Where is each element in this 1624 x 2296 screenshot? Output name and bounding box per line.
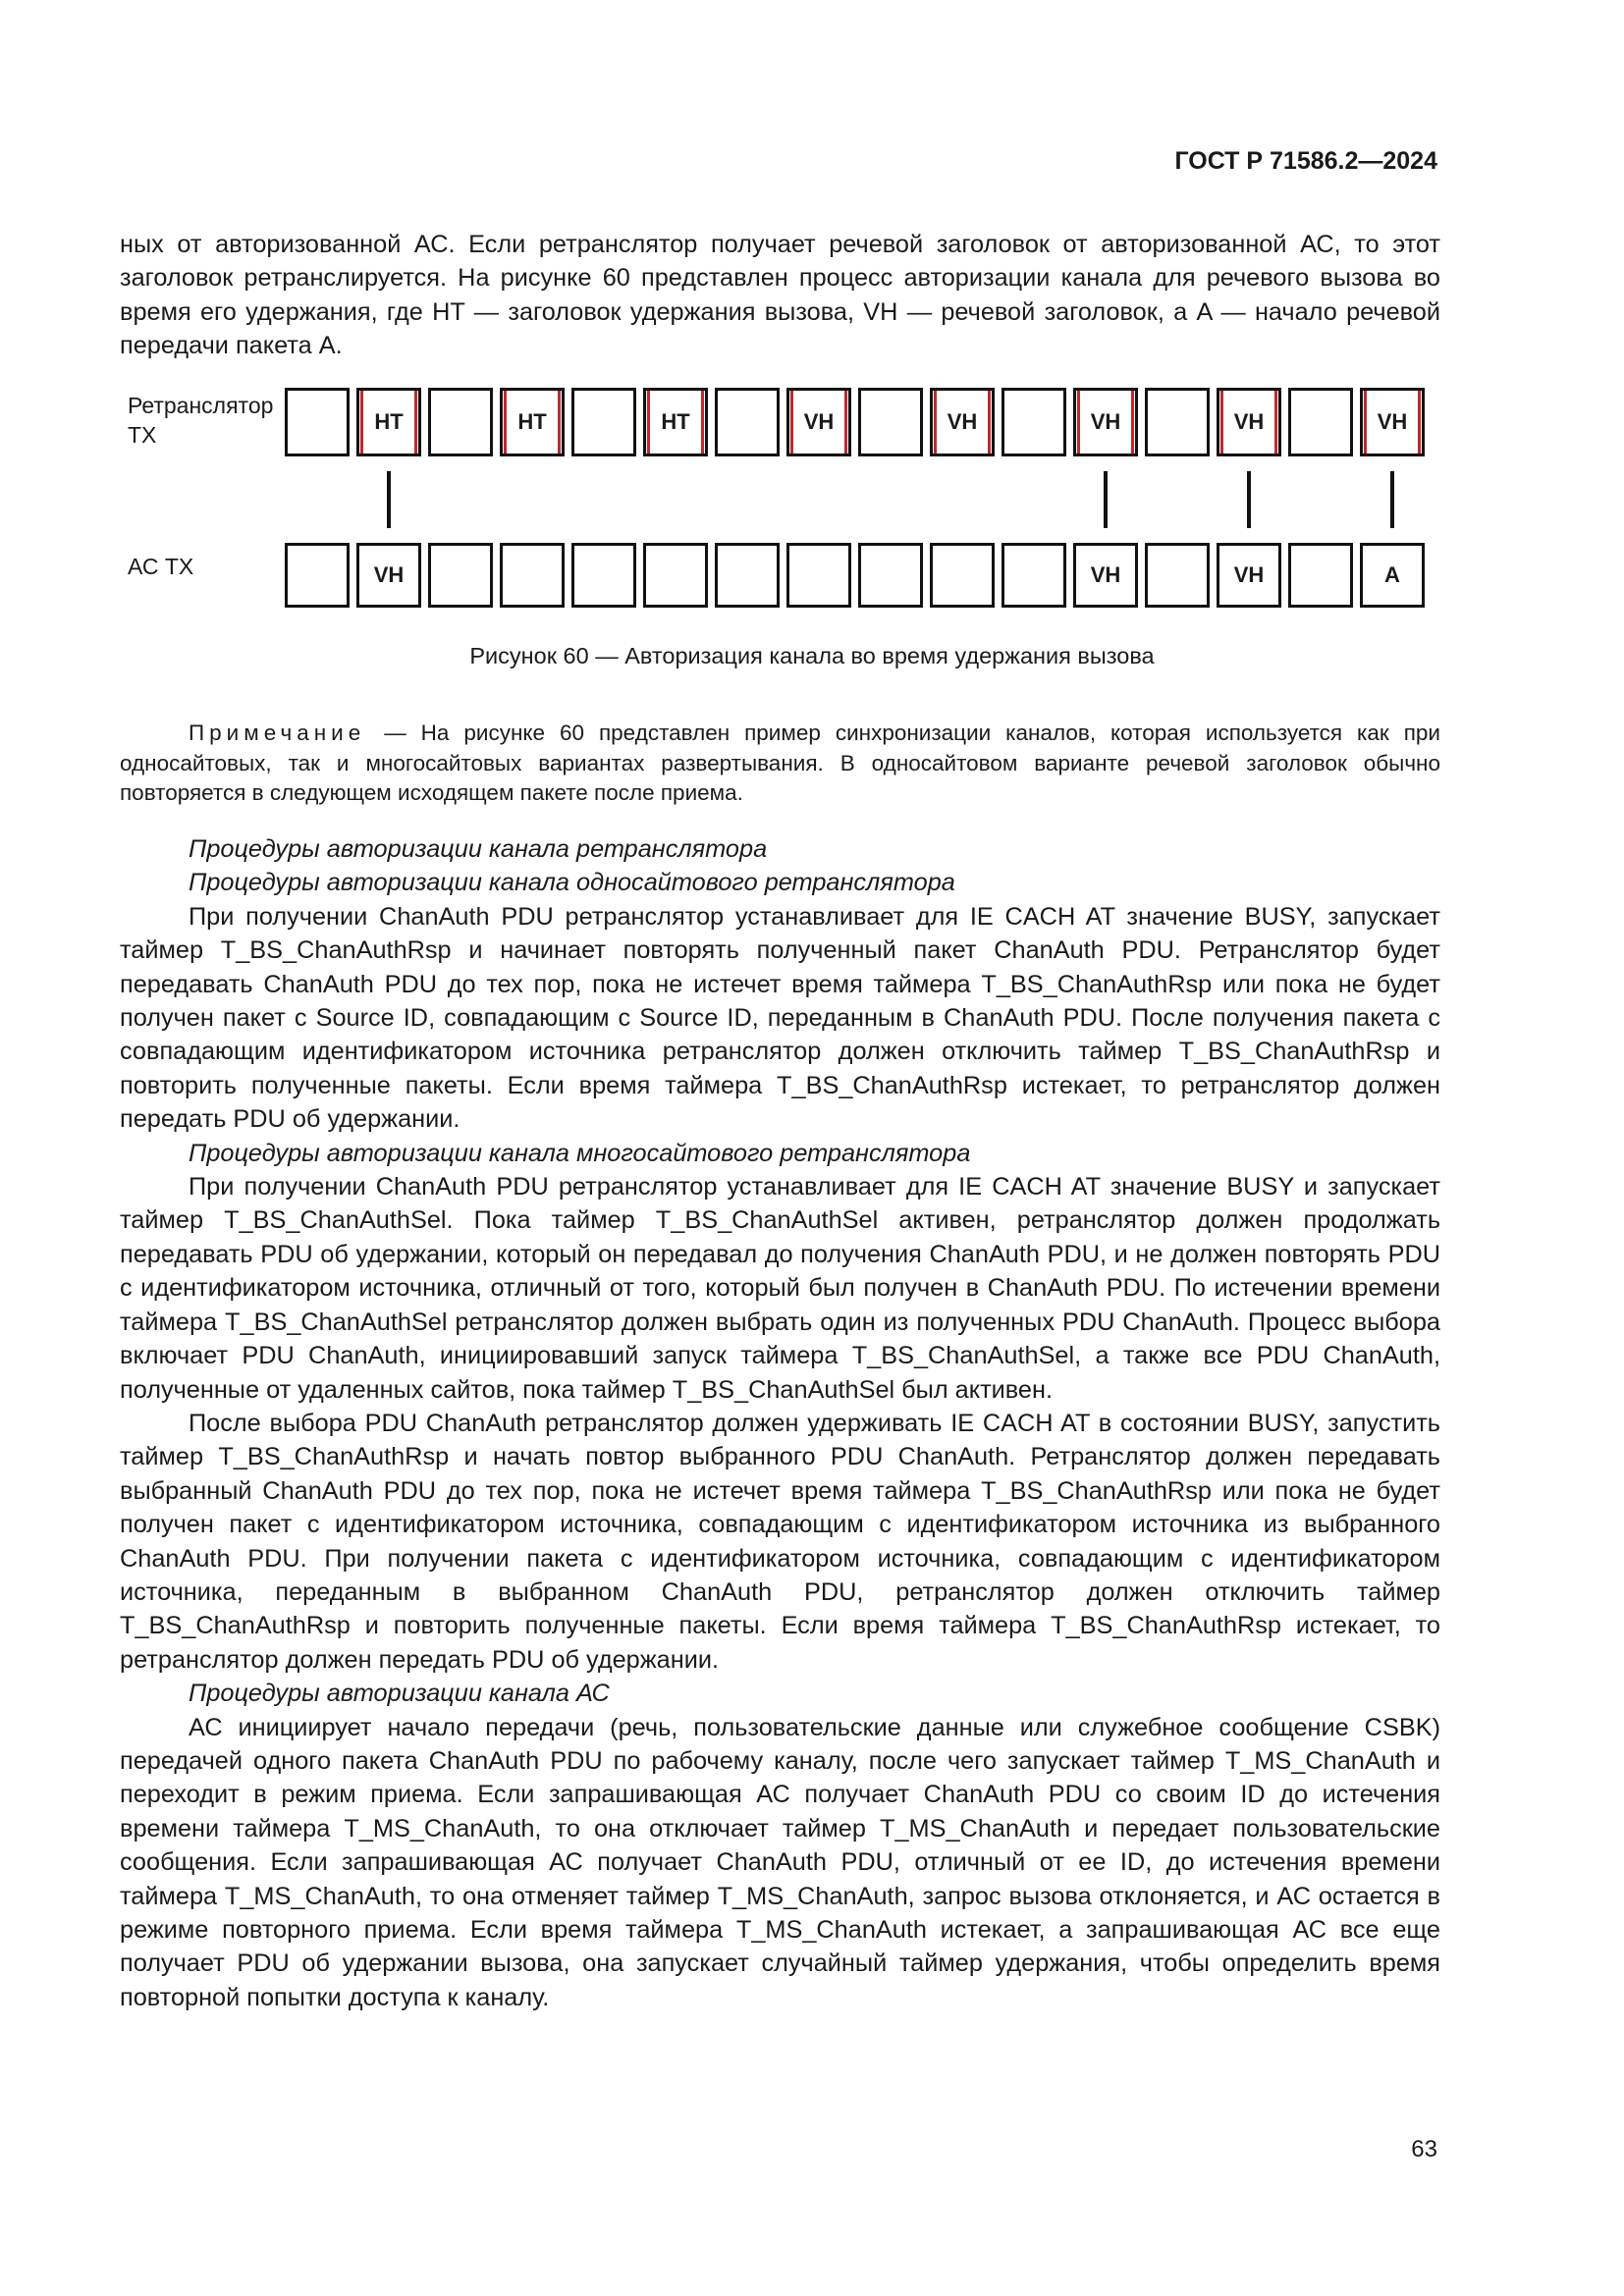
repeater-slot <box>285 388 350 456</box>
repeater-slot-edge <box>414 391 417 454</box>
paragraph-ms-procedures: АС инициирует начало передачи (речь, пользовательские данные или служебное сообщение CSBK) передачей одного пакета ChanAuth PDU по рабочему каналу, после чего запускает таймер T_MS_ChanAuth и переходит в режим приема. Если запрашивающая АС получает ChanAuth PDU со своим ID до истечения времени таймера T_MS_ChanAuth, то она отключает таймер T_MS_ChanAuth и передает пользовательские сообщения. Если запрашивающая АС получает ChanAuth PDU, отличный от ее ID, до истечения времени таймера T_MS_ChanAuth, то она отменяет таймер T_MS_ChanAuth, запрос вызова отклоняется, и АС остается в режиме повторного приема. Если время таймера T_MS_ChanAuth истекает, а запрашивающая АС все еще получает PDU об удержании вызова, она запускает случайный таймер удержания, чтобы определить время повторной попытки доступа к каналу. <box>120 1713 1440 2011</box>
repeater-slot-edge <box>844 391 847 454</box>
repeater-slot-edge <box>1220 391 1223 454</box>
page-number: 63 <box>1411 2136 1437 2163</box>
sync-line <box>387 471 391 528</box>
heading-multi-site: Процедуры авторизации канала многосайтового ретранслятора <box>189 1139 971 1167</box>
repeater-slot-edge <box>504 391 507 454</box>
repeater-slot-edge <box>647 391 650 454</box>
ms-slot <box>500 543 565 608</box>
ms-slot <box>715 543 780 608</box>
repeater-slot-edge <box>1131 391 1134 454</box>
ms-slot <box>930 543 995 608</box>
repeater-slot-edge <box>988 391 991 454</box>
paragraph-after-selection: После выбора PDU ChanAuth ретранслятор должен удерживать IE CACH AT в состоянии BUSY, запустить таймер T_BS_ChanAuthRsp и начать повтор выбранного PDU ChanAuth. Ретранслятор должен передавать выбранный ChanAuth PDU до тех пор, пока не истечет время таймера T_BS_ChanAuthRsp или пока не будет получен пакет с идентификатором источника, совпадающим с идентификатором источника из выбранного ChanAuth PDU. При получении пакета с идентификатором источника, совпадающим с идентификатором источника, переданным в выбранном ChanAuth PDU, ретранслятор должен отключить таймер T_BS_ChanAuthRsp и повторить полученные пакеты. Если время таймера T_BS_ChanAuthRsp истекает, то ретранслятор должен передать PDU об удержании. <box>120 1409 1440 1674</box>
row-label-repeater: Ретранслятор TX <box>128 393 274 448</box>
intro-text <box>120 228 1440 363</box>
repeater-slot: VH <box>786 388 851 456</box>
ms-slot <box>285 543 350 608</box>
repeater-slot-edge <box>934 391 937 454</box>
note-label: Примечание <box>189 721 366 745</box>
ms-slot: VH <box>1073 543 1138 608</box>
repeater-slot-edge <box>1077 391 1080 454</box>
repeater-slot: HT <box>356 388 421 456</box>
figure-60-diagram <box>120 383 1440 618</box>
repeater-slot: VH <box>1360 388 1425 456</box>
repeater-slot <box>571 388 636 456</box>
heading-repeater-procedures: Процедуры авторизации канала ретранслятора <box>189 835 768 863</box>
repeater-slot <box>428 388 493 456</box>
note-text: — На рисунке 60 представлен пример синхронизации каналов, которая используется как при односайтовых, так и многосайтовых вариантах развертывания. В односайтовом варианте речевой заголовок обычно повторяется в следующем исходящем пакете после приема. <box>120 721 1440 805</box>
body-text <box>120 832 1440 2014</box>
repeater-slot-edge <box>1364 391 1367 454</box>
repeater-slot: HT <box>643 388 708 456</box>
paragraph-multi-site: При получении ChanAuth PDU ретранслятор устанавливает для IE CACH AT значение BUSY и запускает таймер T_BS_ChanAuthSel. Пока таймер T_BS_ChanAuthSel активен, ретранслятор должен продолжать передавать PDU об удержании, который он передавал до получения ChanAuth PDU, и не должен повторять PDU с идентификатором источника, отличный от того, который был получен в ChanAuth PDU. По истечении времени таймера T_BS_ChanAuthSel ретранслятор должен выбрать один из полученных PDU ChanAuth. Процесс выбора включает PDU ChanAuth, инициировавший запуск таймера T_BS_ChanAuthSel, а также все PDU ChanAuth, полученные от удаленных сайтов, пока таймер T_BS_ChanAuthSel был активен. <box>120 1173 1440 1404</box>
figure-caption: Рисунок 60 — Авторизация канала во время удержания вызова <box>469 643 1155 668</box>
ms-slot <box>643 543 708 608</box>
ms-slot: VH <box>1217 543 1281 608</box>
ms-slot <box>1145 543 1210 608</box>
repeater-slot-edge <box>701 391 704 454</box>
sync-line <box>1247 471 1251 528</box>
ms-slot <box>858 543 923 608</box>
heading-single-site: Процедуры авторизации канала односайтового ретранслятора <box>189 869 955 897</box>
note-paragraph <box>120 719 1440 809</box>
repeater-slot-edge <box>558 391 561 454</box>
intro-paragraph: ных от авторизованной АС. Если ретранслятор получает речевой заголовок от авторизованной АС, то этот заголовок ретранслируется. На рисунке 60 представлен процесс авторизации канала для речевого вызова во время его удержания, где HT — заголовок удержания вызова, VH — речевой заголовок, а A — начало речевой передачи пакета A. <box>120 231 1440 360</box>
repeater-slot-edge <box>1418 391 1421 454</box>
ms-slot <box>1288 543 1353 608</box>
repeater-slot <box>715 388 780 456</box>
repeater-slot-edge <box>360 391 363 454</box>
note-block <box>120 719 1440 809</box>
sync-line <box>1390 471 1394 528</box>
ms-slot <box>786 543 851 608</box>
row-label-ms: АС TX <box>128 554 194 579</box>
ms-slot <box>428 543 493 608</box>
repeater-slot <box>858 388 923 456</box>
repeater-slot <box>1288 388 1353 456</box>
repeater-slot: VH <box>1073 388 1138 456</box>
paragraph-single-site: При получении ChanAuth PDU ретранслятор устанавливает для IE CACH AT значение BUSY, запускает таймер T_BS_ChanAuthRsp и начинает повторять полученный пакет ChanAuth PDU. Ретранслятор будет передавать ChanAuth PDU до тех пор, пока не истечет время таймера T_BS_ChanAuthRsp или пока не будет получен пакет с Source ID, совпадающим с Source ID, переданным в ChanAuth PDU. После получения пакета с совпадающим идентификатором источника ретранслятор должен отключить таймер T_BS_ChanAuthRsp и повторить полученные пакеты. Если время таймера T_BS_ChanAuthRsp истекает, то ретранслятор должен передать PDU об удержании. <box>120 902 1440 1134</box>
ms-slot <box>1001 543 1066 608</box>
document-header: ГОСТ Р 71586.2—2024 <box>1174 147 1437 175</box>
repeater-slot <box>1001 388 1066 456</box>
repeater-slot: VH <box>1217 388 1281 456</box>
repeater-slot: VH <box>930 388 995 456</box>
ms-slot: VH <box>356 543 421 608</box>
repeater-slot-edge <box>1274 391 1277 454</box>
sync-line <box>1104 471 1108 528</box>
heading-ms-procedures: Процедуры авторизации канала АС <box>189 1680 610 1708</box>
repeater-slot: HT <box>500 388 565 456</box>
ms-slot <box>571 543 636 608</box>
repeater-slot <box>1145 388 1210 456</box>
repeater-slot-edge <box>790 391 793 454</box>
ms-slot: A <box>1360 543 1425 608</box>
